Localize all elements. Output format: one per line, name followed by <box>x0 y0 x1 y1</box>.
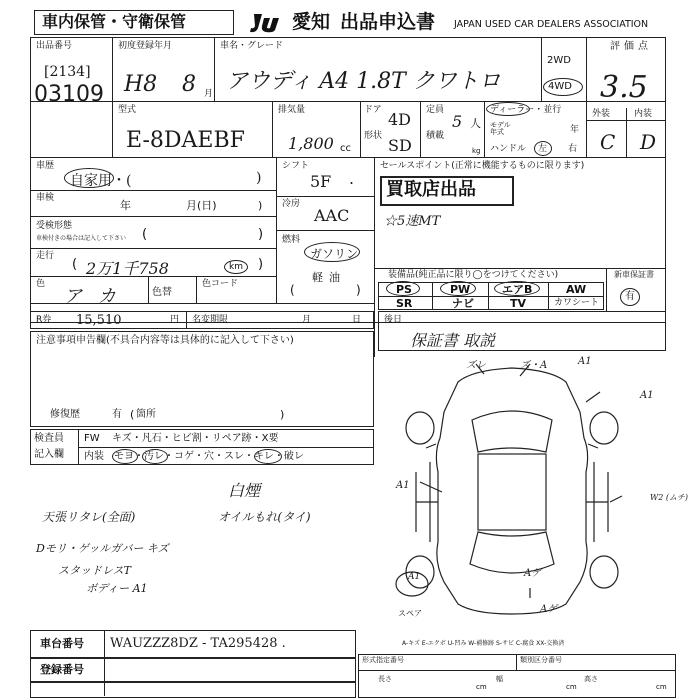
dealer-label: ディーラー・並行 <box>490 105 562 115</box>
interior-items: モヨ・汚レ・コゲ・穴・スレ・キレ・破レ <box>114 451 304 462</box>
fuel-close: ) <box>356 283 361 297</box>
mileage-label: 走行 <box>36 251 55 261</box>
sales-note: ☆5速MT <box>384 214 441 229</box>
mark-1: ズ・A <box>520 360 548 371</box>
doors-label: ドア <box>364 105 382 115</box>
storage-tag-text: 車内保管・守衛保管 <box>42 12 187 31</box>
spare-label: スペア <box>398 609 422 618</box>
equip-seat: カワシート <box>554 298 600 308</box>
height-unit: cm <box>656 683 667 691</box>
interior-grade: D <box>640 130 657 154</box>
exterior-grade: C <box>600 130 616 154</box>
capacity-value: 5 <box>452 112 463 131</box>
sales-points-label: セールスポイント(正常に機能するものに限ります) <box>380 161 585 171</box>
guarantee-mark: 有 <box>625 291 635 302</box>
equip-tv: TV <box>510 297 527 310</box>
chassis-value: WAUZZZ8DZ - TA295428 . <box>110 636 286 651</box>
recycle-value: 15,510 <box>76 313 122 328</box>
registration-month-unit: 月 <box>204 89 214 99</box>
displacement-unit: cc <box>340 143 351 154</box>
history-close: ) <box>256 170 262 186</box>
inspector-label-1: 検査員 <box>34 433 64 444</box>
mark-4: W2 (ムチ) <box>650 493 688 502</box>
mileage-close: ) <box>258 257 264 272</box>
tax-label: 名変期限 <box>192 315 229 325</box>
note-ceiling: 天張リタレ(全面) <box>42 510 136 524</box>
inspection-year: 年 <box>120 199 131 212</box>
repair-paren: ) <box>280 408 285 421</box>
mileage-unit: km <box>229 262 243 272</box>
color-change-label: 色替 <box>152 287 172 298</box>
after-day-label: 後日 <box>384 315 403 325</box>
doc-title: 出品申込書 <box>340 11 436 33</box>
repair-label: 修復歴 <box>50 409 80 420</box>
mark-6: A1 <box>408 572 421 582</box>
aircon-label: 冷房 <box>282 199 301 209</box>
equipment-label: 装備品(純正品に限り◯をつけてください) <box>388 270 559 280</box>
after-day-value: 保証書 取説 <box>410 331 496 350</box>
handle-label: ハンドル <box>490 144 527 154</box>
fuel-value: ガソリン <box>310 247 359 261</box>
weight-label: 積載 <box>426 131 445 141</box>
handle-right: 右 <box>568 144 578 154</box>
weight-unit: kg <box>472 147 481 155</box>
interior-row-label: 内装 <box>84 451 104 462</box>
damage-legend: A-キズ E-エクボ U-凹み W-補修跡 S-サビ C-腐食 XX-交換済 <box>402 640 565 647</box>
acceptance-close: ) <box>258 227 264 242</box>
repair-close: 箇所 <box>136 409 156 420</box>
interior-circle-3 <box>254 449 282 464</box>
fw-items: キズ・凡石・ヒビ割・リペア跡・X要 <box>112 433 279 444</box>
equip-aw: AW <box>566 283 587 296</box>
note-roof-glass: Dモリ・ゲッルガバー キズ <box>36 542 169 555</box>
shift-value: 5F <box>310 172 332 191</box>
width-label: 幅 <box>496 675 503 683</box>
mark-3: A1 <box>640 390 654 401</box>
equip-pw: PW <box>450 283 471 296</box>
lot-label: 出品番号 <box>36 41 73 51</box>
model-type-value: E-8DAEBF <box>126 128 245 153</box>
exterior-label: 外装 <box>592 109 611 119</box>
shape-value: SD <box>388 136 412 155</box>
mark-5: A1 <box>396 480 410 491</box>
grade-label: 評価点 <box>610 41 652 52</box>
repair-value: 有 <box>112 409 122 420</box>
inspection-close: ) <box>258 199 263 212</box>
ju-logo <box>248 12 288 34</box>
extra-row <box>30 682 356 698</box>
color-label: 色 <box>36 279 46 289</box>
capacity-label: 定員 <box>426 105 445 115</box>
mark-8: Aゲ <box>524 568 542 579</box>
acceptance-open: ( <box>142 227 148 242</box>
mileage-value: 2万1千758 <box>86 259 169 278</box>
class-label: 類別区分番号 <box>520 656 562 664</box>
recycle-unit: 円 <box>170 315 180 325</box>
spec-box <box>358 654 676 698</box>
fw-label: FW <box>84 433 100 444</box>
registration-label: 初度登録年月 <box>118 41 173 51</box>
length-unit: cm <box>476 683 487 691</box>
equip-navi: ナビ <box>452 297 474 310</box>
height-label: 高さ <box>584 675 598 683</box>
drive-2wd: 2WD <box>547 55 571 66</box>
chassis-label: 車台番号 <box>40 637 84 650</box>
color-value: アカ <box>64 286 132 307</box>
acceptance-label: 受検形態 <box>36 221 73 231</box>
history-label: 車歴 <box>36 161 55 171</box>
shift-dot: ・ <box>346 177 357 190</box>
width-unit: cm <box>566 683 577 691</box>
aircon-value: AAC <box>314 206 350 225</box>
shape-label: 形状 <box>364 131 383 141</box>
fuel-alt: 軽油 <box>312 271 346 284</box>
interior-circle-2 <box>142 449 168 464</box>
mark-9: Aゲ <box>540 604 558 615</box>
lot-number: 03109 <box>34 82 104 107</box>
equip-airbag: エアB <box>502 283 533 296</box>
equip-ps: PS <box>396 283 412 296</box>
type-label: 形式指定番号 <box>362 656 404 664</box>
registration-month: 8 <box>182 72 196 97</box>
history-value: 自家用・( <box>70 173 132 189</box>
inspector-label-2: 記入欄 <box>34 449 64 460</box>
registration-year: H8 <box>124 72 158 97</box>
acceptance-note: 車検付きの場合は記入して下さい <box>36 235 127 242</box>
model-year-label: モデル年式 <box>490 121 511 136</box>
displacement-value: 1,800 <box>288 134 334 153</box>
english-title: JAPAN USED CAR DEALERS ASSOCIATION <box>454 19 649 30</box>
car-damage-diagram <box>380 352 670 627</box>
displacement-label: 排気量 <box>278 105 306 115</box>
org-name: 愛知 <box>292 11 331 33</box>
mileage-open: ( <box>72 257 78 272</box>
interior-label: 内装 <box>634 109 653 119</box>
model-type-label: 型式 <box>118 105 137 115</box>
note-white-smoke: 白煙 <box>228 481 261 500</box>
model-name-label: 車名・グレード <box>220 41 284 51</box>
tax-month: 月 <box>302 315 312 325</box>
capacity-unit: 人 <box>470 117 481 130</box>
drive-4wd: 4WD <box>548 81 572 92</box>
model-name-value: アウディ A4 1.8T クワトロ <box>226 69 501 94</box>
tax-day: 日 <box>352 315 362 325</box>
doors-value: 4D <box>388 110 412 129</box>
repair-open: ( <box>130 408 135 421</box>
equip-sr: SR <box>396 297 413 310</box>
grade-value: 3.5 <box>600 70 648 105</box>
color-code-label: 色コード <box>202 279 239 289</box>
lot-sub-number: [2134] <box>44 64 91 80</box>
note-oil: オイルもれ(タイ) <box>218 510 311 524</box>
dealer-circle <box>486 102 530 116</box>
notes-label: 注意事項申告欄(不具合内容等は具体的に記入して下さい) <box>36 335 294 346</box>
inspection-month: 月(日) <box>186 199 217 212</box>
note-stud: スタッドレスT <box>58 564 132 577</box>
length-label: 長さ <box>378 675 392 683</box>
buyer-title: 買取店出品 <box>386 179 476 200</box>
model-year-unit: 年 <box>570 125 580 135</box>
handle-left: 左 <box>538 144 548 154</box>
mark-2: A1 <box>578 356 592 367</box>
note-body: ボディー A1 <box>86 582 148 595</box>
interior-circle-1 <box>112 449 138 464</box>
registration-no-label: 登録番号 <box>40 663 84 676</box>
guarantee-label: 新車保証書 <box>614 270 654 279</box>
inspection-label: 車検 <box>36 193 55 203</box>
recycle-label: R券 <box>36 315 52 325</box>
shift-label: シフト <box>282 161 310 171</box>
fuel-open: ( <box>290 283 295 297</box>
mark-0: ズレ <box>466 360 486 371</box>
fuel-label: 燃料 <box>282 235 301 245</box>
